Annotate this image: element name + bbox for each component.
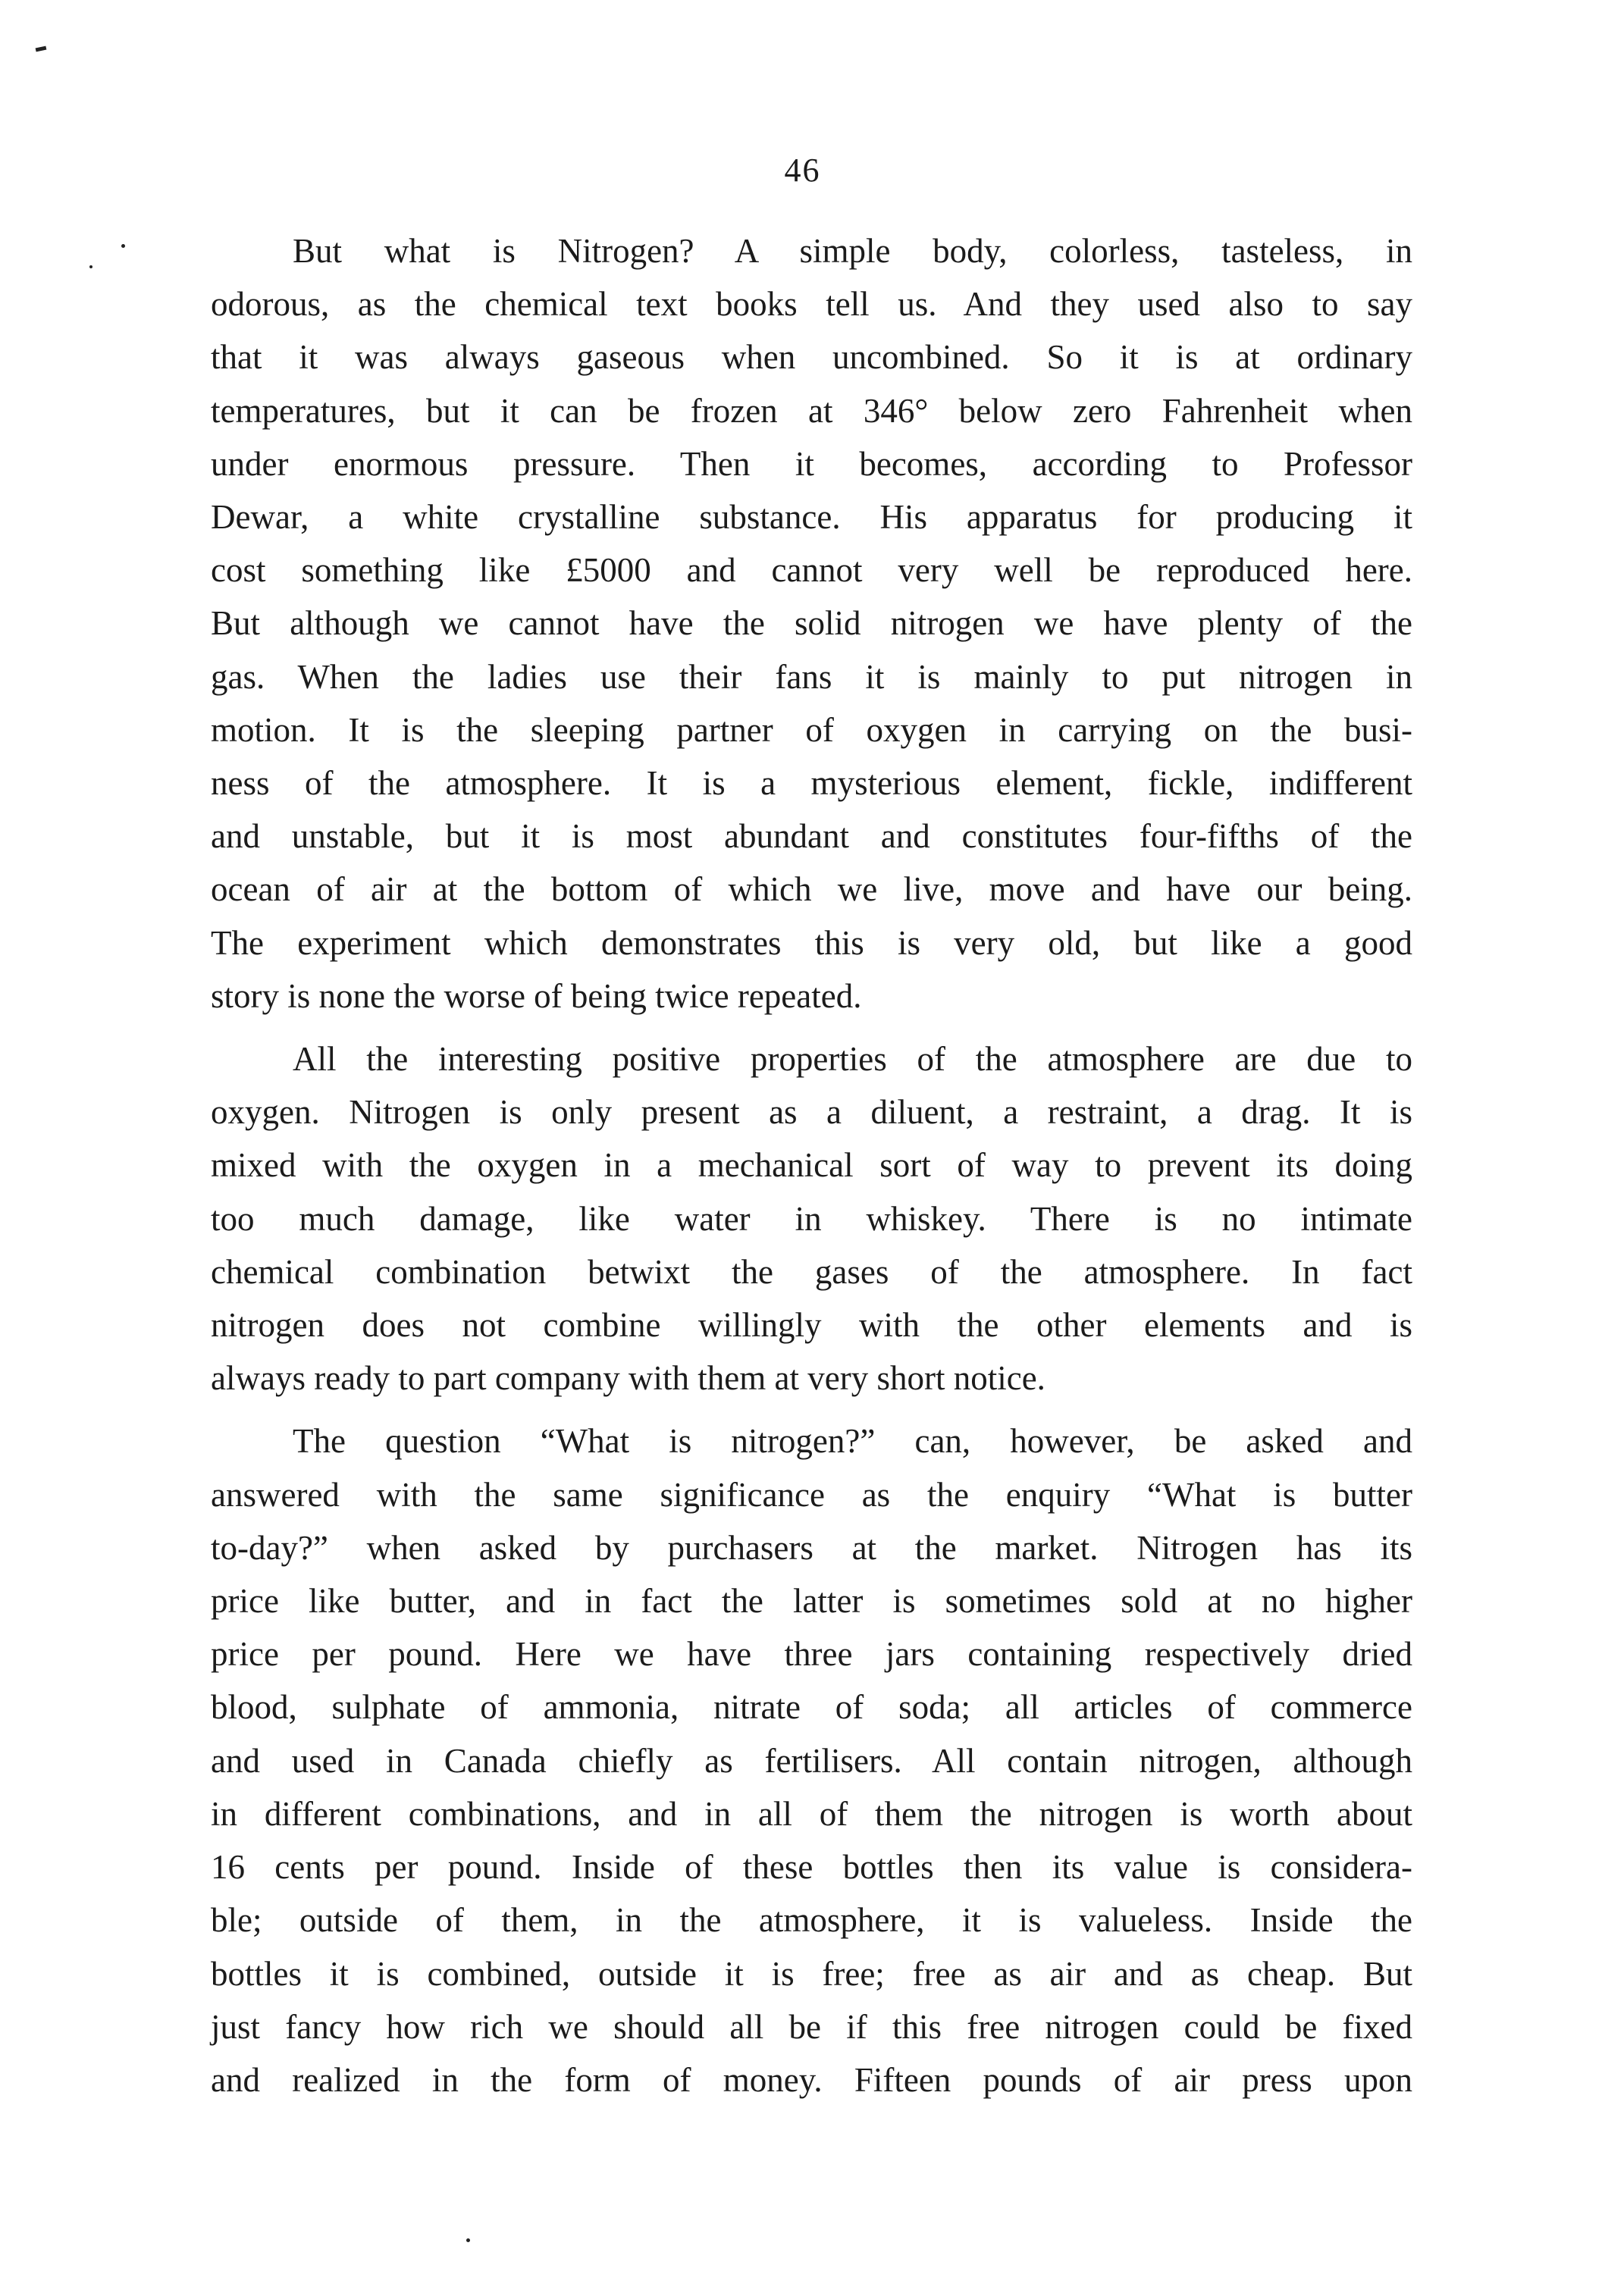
text-line: in different combinations, and in all of them the nitrogen is worth about [211,1794,1412,1833]
text-line: and realized in the form of money. Fifteen pounds of air press upon [211,2060,1412,2099]
text-line: temperatures, but it can be frozen at 346° below zero Fahrenheit when [211,391,1412,430]
page-number: 46 [784,152,821,189]
text-line: bottles it is combined, outside it is free; free as air and as cheap. But [211,1954,1412,1993]
paragraph-nitrogen-price [211,1414,1412,2106]
text-line: under enormous pressure. Then it becomes, according to Professor [211,444,1412,483]
scan-speck [89,265,92,268]
text-line: The question “What is nitrogen?” can, however, be asked and [293,1422,1412,1461]
text-line: All the interesting positive properties of the atmosphere are due to [293,1040,1412,1079]
text-line: mixed with the oxygen in a mechanical sort of way to prevent its doing [211,1146,1412,1185]
text-line: Dewar, a white crystalline substance. His apparatus for producing it [211,498,1412,537]
paragraph-oxygen-properties [211,1032,1412,1405]
text-line: to-day?” when asked by purchasers at the market. Nitrogen has its [211,1528,1412,1567]
text-line: just fancy how rich we should all be if this free nitrogen could be fixed [211,2007,1412,2046]
text-line: ble; outside of them, in the atmosphere, it is valueless. Inside the [211,1901,1412,1940]
text-line: But what is Nitrogen? A simple body, colorless, tasteless, in [293,232,1412,270]
text-line: chemical combination betwixt the gases of the atmosphere. In fact [211,1252,1412,1291]
body-text [211,224,1412,2106]
scan-speck [36,46,47,52]
text-line: But although we cannot have the solid nitrogen we have plenty of the [211,604,1412,643]
text-line: ness of the atmosphere. It is a mysterious element, fickle, indifferent [211,764,1412,803]
text-line: that it was always gaseous when uncombined. So it is at ordinary [211,338,1412,377]
text-line: price like butter, and in fact the latter is sometimes sold at no higher [211,1582,1412,1621]
scan-speck [466,2238,470,2242]
text-line: oxygen. Nitrogen is only present as a diluent, a restraint, a drag. It is [211,1093,1412,1132]
text-line: nitrogen does not combine willingly with the other elements and is [211,1306,1412,1345]
text-line: and unstable, but it is most abundant and constitutes four-fifths of the [211,817,1412,856]
text-line: gas. When the ladies use their fans it is mainly to put nitrogen in [211,657,1412,696]
text-line: blood, sulphate of ammonia, nitrate of soda; all articles of commerce [211,1688,1412,1727]
text-line: cost something like £5000 and cannot very well be reproduced here. [211,551,1412,590]
text-line: price per pound. Here we have three jars containing respectively dried [211,1635,1412,1674]
text-line: answered with the same significance as the enquiry “What is butter [211,1475,1412,1514]
text-line: The experiment which demonstrates this is very old, but like a good [211,923,1412,962]
text-line: odorous, as the chemical text books tell us. And they used also to say [211,285,1412,324]
scan-speck [121,244,125,248]
text-line: and used in Canada chiefly as fertilisers. All contain nitrogen, although [211,1741,1412,1780]
text-line: 16 cents per pound. Inside of these bottles then its value is considera- [211,1848,1412,1887]
text-line: always ready to part company with them at very short notice. [211,1359,1045,1398]
paragraph-nitrogen-intro [211,224,1412,1023]
text-line: story is none the worse of being twice repeated. [211,976,862,1015]
text-line: too much damage, like water in whiskey. There is no intimate [211,1199,1412,1238]
text-line: ocean of air at the bottom of which we live, move and have our being. [211,870,1412,909]
text-line: motion. It is the sleeping partner of oxygen in carrying on the busi- [211,710,1412,749]
